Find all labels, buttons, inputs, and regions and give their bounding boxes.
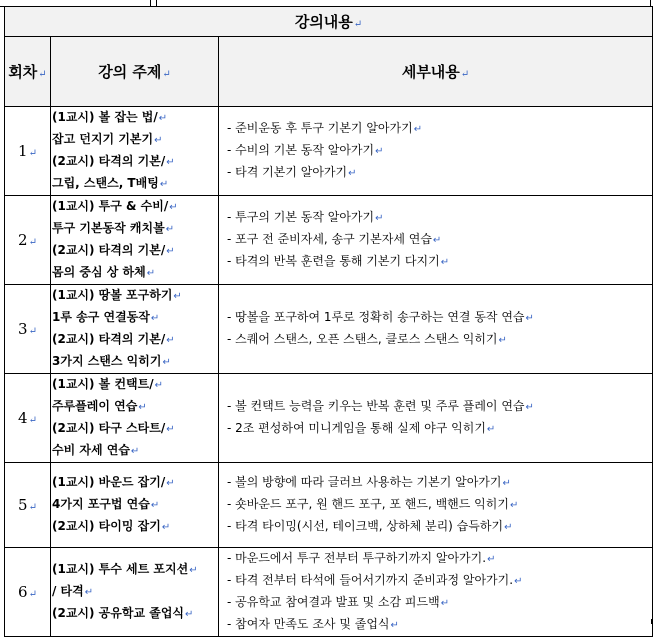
topic-line: 1루 송구 연결동작↵	[52, 310, 160, 324]
session-topic	[51, 196, 219, 285]
topic-line: 수비 자세 연습↵	[52, 443, 140, 457]
session-topic	[51, 285, 219, 374]
detail-line: - 참여자 만족도 조사 및 졸업식↵	[227, 617, 399, 631]
session-topic	[51, 463, 219, 548]
detail-line: - 마운드에서 투구 전부터 투구하기까지 알아가기.↵	[227, 551, 496, 565]
session-number: 5↵	[5, 463, 51, 548]
session-details	[219, 285, 653, 374]
session-details	[219, 196, 653, 285]
detail-line: - 수비의 기본 동작 알아가기↵	[227, 143, 384, 157]
header-session: 회차↵	[5, 37, 51, 107]
topic-line: 투구 기본동작 캐치볼↵	[52, 221, 175, 235]
topic-line: (2교시) 타구 스타트/↵	[52, 421, 175, 435]
session-details	[219, 463, 653, 548]
detail-line: - 볼 컨택트 능력을 키우는 반복 훈련 및 주루 플레이 연습↵	[227, 399, 534, 413]
topic-line: 4가지 포구법 연습↵	[52, 497, 160, 511]
topic-line: (2교시) 타격의 기본/↵	[52, 243, 175, 257]
topic-line: (1교시) 땅볼 포구하기↵	[52, 288, 182, 302]
detail-line: - 타격 타이밍(시선, 테이크백, 상하체 분리) 습득하기↵	[227, 519, 513, 533]
detail-line: - 타격 기본기 알아가기↵	[227, 165, 357, 179]
detail-line: - 공유학교 참여결과 발표 및 소감 피드백↵	[227, 595, 450, 609]
detail-line: - 숏바운드 포구, 원 핸드 포구, 포 핸드, 백핸드 익히기↵	[227, 497, 519, 511]
topic-line: (2교시) 타이밍 잡기↵	[52, 519, 171, 533]
next-row-fragment	[4, 619, 652, 624]
session-topic	[51, 107, 219, 196]
topic-line: 3가지 스탠스 익히기↵	[52, 354, 171, 368]
topic-line: (1교시) 바운드 잡기/↵	[52, 475, 175, 489]
session-row	[5, 107, 653, 196]
detail-line: - 스퀘어 스탠스, 오픈 스탠스, 클로스 스탠스 익히기↵	[227, 332, 507, 346]
session-row	[5, 285, 653, 374]
topic-line: (1교시) 볼 컨택트/↵	[52, 377, 163, 391]
detail-line: - 땅볼을 포구하여 1루로 정확히 송구하는 연결 동작 연습↵	[227, 310, 534, 324]
session-row	[5, 196, 653, 285]
topic-line: 몸의 중심 상 하체↵	[52, 265, 156, 279]
topic-line: (1교시) 투구 & 수비/↵	[52, 199, 178, 213]
session-number: 6↵	[5, 548, 51, 637]
detail-line: - 준비운동 후 투구 기본기 알아가기↵	[227, 121, 423, 135]
session-number: 1↵	[5, 107, 51, 196]
session-topic	[51, 374, 219, 463]
detail-line: - 볼의 방향에 따라 글러브 사용하는 기본기 알아가기↵	[227, 475, 511, 489]
topic-line: (1교시) 투수 세트 포지션↵	[52, 562, 198, 576]
detail-line: - 타격의 반복 훈련을 통해 기본기 다지기↵	[227, 254, 450, 268]
session-details	[219, 374, 653, 463]
topic-line: / 타격↵	[52, 584, 94, 598]
topic-line: (2교시) 타격의 기본/↵	[52, 332, 175, 346]
detail-line: - 2조 편성하여 미니게임을 통해 실제 야구 익히기↵	[227, 421, 496, 435]
topic-line: (2교시) 타격의 기본/↵	[52, 154, 175, 168]
session-row	[5, 463, 653, 548]
session-number: 4↵	[5, 374, 51, 463]
session-number: 3↵	[5, 285, 51, 374]
topic-line: (2교시) 공유학교 졸업식↵	[52, 606, 194, 620]
session-row	[5, 374, 653, 463]
detail-line: - 투구의 기본 동작 알아가기↵	[227, 210, 384, 224]
header-details: 세부내용↵	[219, 37, 653, 107]
detail-line: - 포구 전 준비자세, 송구 기본자세 연습↵	[227, 232, 442, 246]
session-number: 2↵	[5, 196, 51, 285]
session-details	[219, 107, 653, 196]
lecture-content-table	[4, 6, 653, 637]
topic-line: 주루플레이 연습↵	[52, 399, 147, 413]
header-topic: 강의 주제↵	[51, 37, 219, 107]
table-title: 강의내용↵	[5, 7, 653, 37]
topic-line: (1교시) 볼 잡는 법/↵	[52, 110, 168, 124]
topic-line: 그립, 스탠스, T배팅↵	[52, 176, 169, 190]
detail-line: - 타격 전부터 타석에 들어서기까지 준비과정 알아가기.↵	[227, 573, 523, 587]
topic-line: 잡고 던지기 기본기↵	[52, 132, 163, 146]
